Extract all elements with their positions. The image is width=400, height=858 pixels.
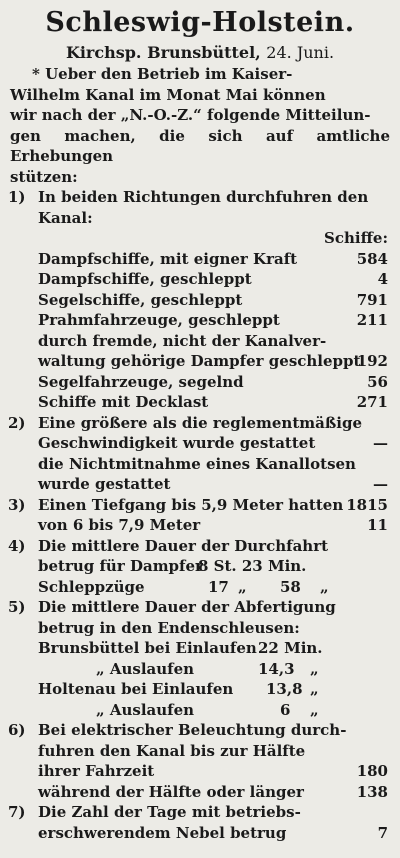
stat-label: Einen Tiefgang bis 5,9 Meter hatten [38, 495, 344, 514]
stat-label: Schleppzüge [38, 577, 145, 596]
dateline-date: 24. Juni. [266, 43, 335, 62]
stat-label: Segelschiffe, geschleppt [38, 290, 243, 309]
stat-label: waltung gehörige Dampfer geschleppt [38, 352, 361, 370]
duration-value: 8 St. 23 Min. [198, 557, 307, 575]
hours-value: 17 [208, 577, 229, 596]
stat-label: Segelfahrzeuge, segelnd [38, 372, 244, 391]
dateline-place: Kirchsp. Brunsbüttel, [65, 43, 261, 62]
stat-value: 56 [367, 372, 388, 391]
duration-value: 14,3 [258, 659, 295, 678]
stat-row [8, 392, 392, 413]
stat-row [8, 290, 392, 311]
section-number: 6) [8, 721, 26, 739]
section-number: 1) [8, 188, 26, 206]
stat-label: erschwerendem Nebel betrug [38, 823, 287, 842]
stat-row [8, 556, 392, 577]
section-number: 7) [8, 803, 26, 821]
intro-line: wir nach der „N.-O.-Z.“ folgende Mitteilun- [10, 106, 371, 124]
stat-row [8, 474, 392, 495]
dash-value: — [373, 475, 388, 493]
intro-line: stützen: [10, 167, 78, 186]
section-2 [8, 413, 392, 495]
unit-label: Schiffe: [324, 229, 388, 247]
section-5 [8, 597, 392, 720]
stat-row [8, 372, 392, 393]
section-line: Die Zahl der Tage mit betriebs- [38, 803, 301, 821]
stat-value: 271 [356, 393, 388, 411]
stat-value: 180 [356, 762, 388, 780]
section-4 [8, 536, 392, 598]
stat-value: 791 [356, 290, 388, 309]
stat-label: ihrer Fahrzeit [38, 762, 155, 780]
stat-row [8, 331, 392, 352]
stat-label: Holtenau bei Einlaufen [38, 680, 234, 698]
section-6 [8, 720, 392, 802]
stat-value: 192 [356, 352, 388, 370]
stat-row [8, 659, 392, 680]
minutes-value: 58 [280, 577, 301, 596]
section-title: In beiden Richtungen durchfuhren den Kanal: [38, 188, 369, 227]
stat-value: 11 [367, 516, 388, 534]
stat-row [8, 351, 392, 372]
stat-row [8, 782, 392, 803]
duration-value: 6 [280, 700, 291, 719]
stat-label: Dampfschiffe, geschleppt [38, 270, 252, 288]
duration-value: 13,8 [266, 680, 303, 698]
intro-line: * Ueber den Betrieb im Kaiser- [32, 65, 293, 83]
stat-row [8, 761, 392, 782]
stat-row [8, 638, 392, 659]
stat-label: „ Auslaufen [96, 659, 195, 678]
stat-row [8, 700, 392, 721]
intro-line: Wilhelm Kanal im Monat Mai können [10, 85, 326, 104]
stat-row [8, 433, 392, 454]
ditto-mark: „ [320, 577, 329, 596]
section-number: 2) [8, 413, 26, 432]
section-line: fuhren den Kanal bis zur Hälfte [38, 741, 306, 760]
section-number: 5) [8, 598, 26, 616]
stat-label: während der Hälfte oder länger [38, 782, 304, 801]
stat-label: Schiffe mit Decklast [38, 393, 209, 411]
ditto-mark: „ [310, 680, 319, 698]
section-line: die Nichtmitnahme eines Kanallotsen [38, 454, 356, 473]
duration-value: 22 Min. [258, 639, 323, 657]
section-line: Bei elektrischer Beleuchtung durch- [38, 721, 347, 739]
section-line: Die mittlere Dauer der Durchfahrt [38, 536, 329, 555]
section-1 [8, 187, 392, 413]
stat-value: 4 [377, 270, 388, 288]
stat-label: wurde gestattet [38, 475, 171, 493]
stat-row [8, 577, 392, 598]
region-heading: Schleswig-Holstein. [45, 7, 355, 38]
stat-label: „ Auslaufen [96, 700, 195, 719]
dateline [0, 42, 400, 64]
stat-label: Prahmfahrzeuge, geschleppt [38, 311, 280, 329]
stat-label: betrug für Dampfer [38, 557, 203, 575]
ditto-mark: „ [310, 659, 319, 678]
intro-line: gen machen, die sich auf amtliche Erhebungen [10, 126, 390, 165]
section-7 [8, 802, 392, 843]
stat-row [8, 679, 392, 700]
stat-row [8, 269, 392, 290]
stat-label: Dampfschiffe, mit eigner Kraft [38, 249, 298, 268]
stat-label: Brunsbüttel bei Einlaufen [38, 639, 257, 657]
stat-row [8, 249, 392, 270]
stat-value: 584 [356, 249, 388, 268]
stat-row [8, 515, 392, 536]
section-number: 4) [8, 536, 26, 555]
ditto-mark: „ [310, 700, 319, 719]
stat-label: durch fremde, nicht der Kanalver- [38, 331, 327, 350]
section-line: betrug in den Endenschleusen: [38, 618, 300, 637]
section-3 [8, 495, 392, 536]
stat-row [8, 495, 392, 516]
intro-paragraph [10, 64, 390, 187]
section-number: 3) [8, 495, 26, 514]
stat-value: 7 [377, 823, 388, 842]
section-line: Die mittlere Dauer der Abfertigung [38, 598, 336, 616]
stat-label: von 6 bis 7,9 Meter [38, 516, 201, 534]
stat-label: Geschwindigkeit wurde gestattet [38, 434, 316, 452]
stat-row [8, 310, 392, 331]
stat-value: 1815 [346, 495, 388, 514]
dash-value: — [373, 434, 388, 452]
stat-row [8, 823, 392, 844]
section-line: Eine größere als die reglementmäßige [38, 413, 362, 432]
stat-value: 138 [356, 782, 388, 801]
stat-value: 211 [356, 311, 388, 329]
ditto-mark: „ [238, 577, 247, 596]
